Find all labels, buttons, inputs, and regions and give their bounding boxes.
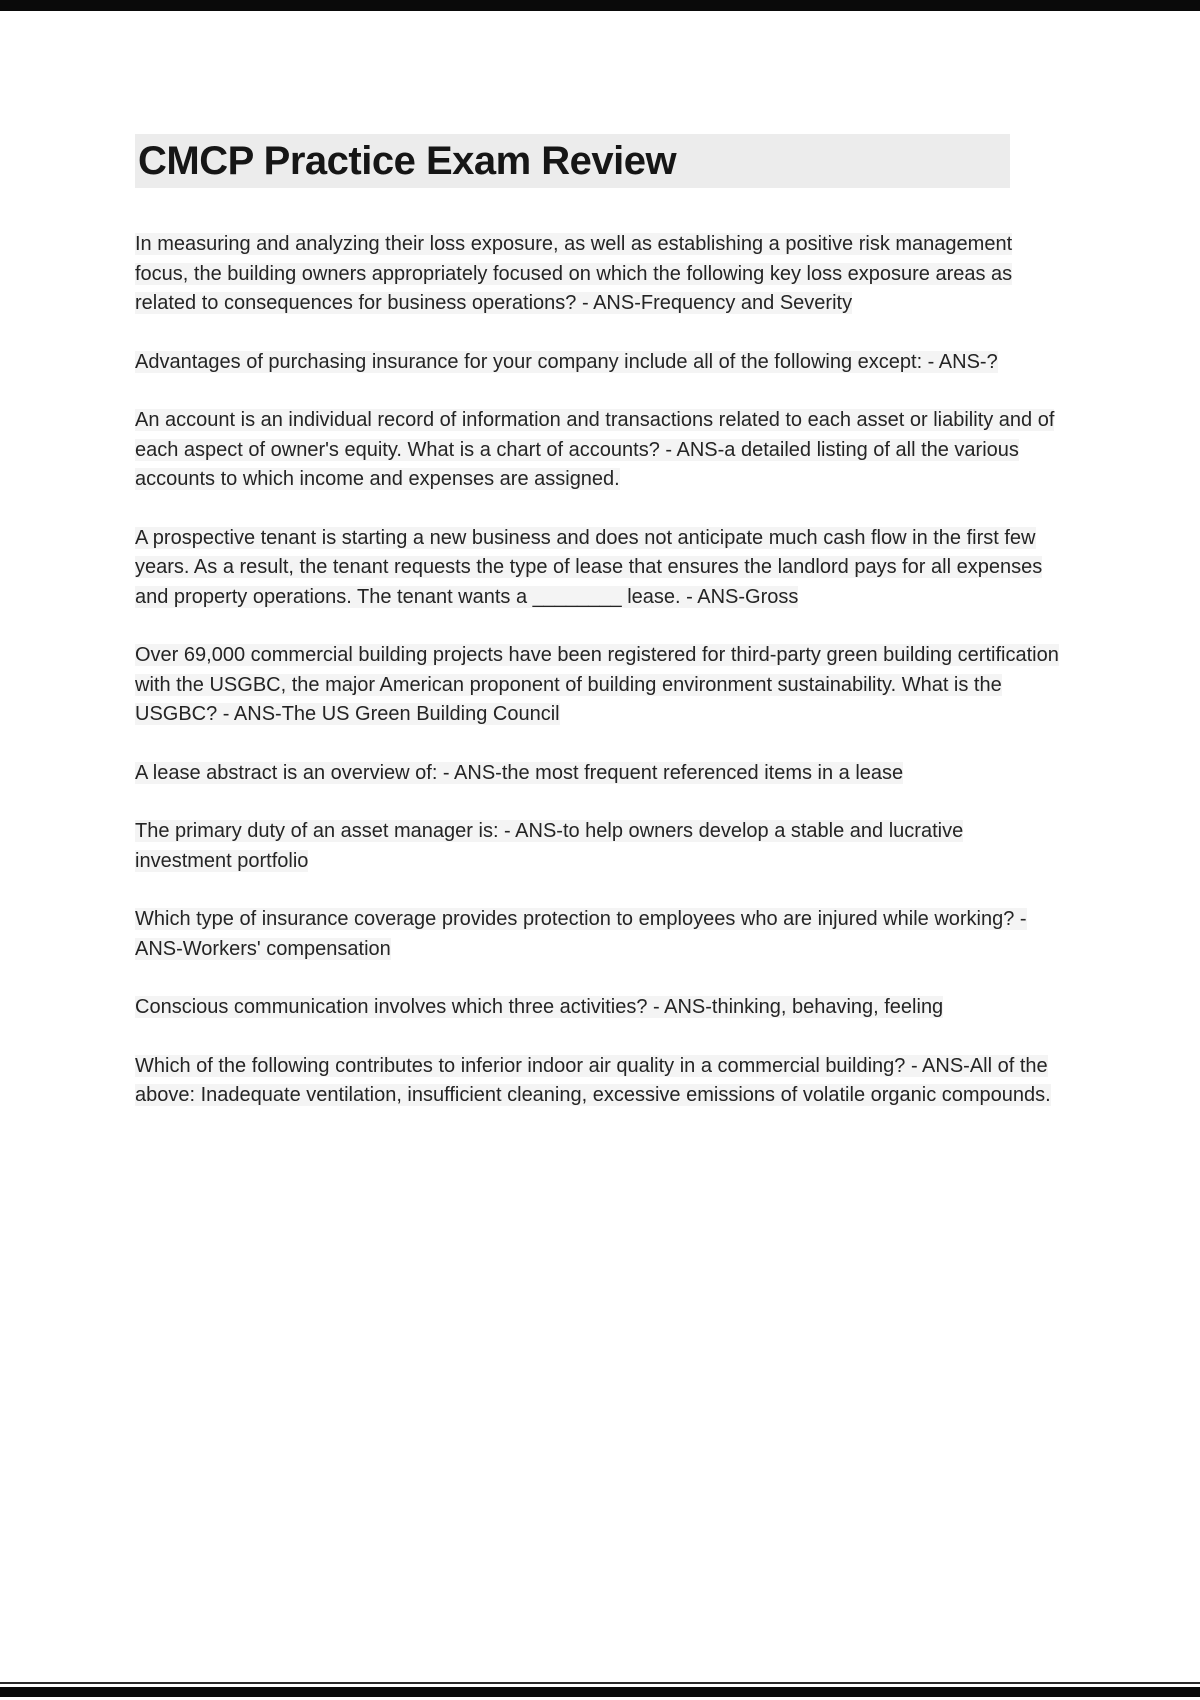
- qa-paragraph: [135, 1052, 1065, 1111]
- qa-paragraph-text: An account is an individual record of information and transactions related to each asset or liability and of each aspect of owner's equity. What is a chart of accounts? - ANS-a detailed listing of all the various accounts to which income and expenses are assigned.: [135, 409, 1055, 490]
- qa-paragraph-text: Over 69,000 commercial building projects have been registered for third-party green building certification with the USGBC, the major American proponent of building environment sustainability. What is the USGBC? - ANS-The US Green Building Council: [135, 644, 1059, 725]
- qa-paragraph-text: A lease abstract is an overview of: - ANS-the most frequent referenced items in a lease: [135, 761, 904, 784]
- top-black-bar: [0, 0, 1200, 11]
- qa-paragraph-text: Conscious communication involves which three activities? - ANS-thinking, behaving, feeling: [135, 996, 944, 1018]
- qa-paragraph: [135, 406, 1065, 495]
- qa-paragraph: [135, 759, 1065, 789]
- qa-paragraph-text: Which of the following contributes to inferior indoor air quality in a commercial building? - ANS-All of the above: Inadequate ventilation, insufficient cleaning, excessive emissions of volatile organic compounds.: [135, 1054, 1051, 1106]
- qa-paragraph: [135, 905, 1065, 964]
- bottom-divider-line: [0, 1682, 1200, 1684]
- qa-paragraph: [135, 641, 1065, 730]
- qa-paragraph: [135, 817, 1065, 876]
- qa-paragraph-text: In measuring and analyzing their loss exposure, as well as establishing a positive risk management focus, the building owners appropriately focused on which the following key loss exposure areas as related to consequences for business operations? - ANS-Frequency and Severity: [135, 233, 1013, 314]
- qa-paragraph-text: Which type of insurance coverage provides protection to employees who are injured while working? - ANS-Workers' compensation: [135, 908, 1027, 960]
- qa-paragraph-text: A prospective tenant is starting a new business and does not anticipate much cash flow in the first few years. As a result, the tenant requests the type of lease that ensures the landlord pays for all expenses and property operations. The tenant wants a ________ lease. - ANS-Gross: [135, 526, 1043, 608]
- document-page: [135, 134, 1065, 1140]
- page-title: CMCP Practice Exam Review: [135, 134, 1010, 188]
- qa-paragraph: [135, 524, 1065, 613]
- qa-paragraph: [135, 993, 1065, 1023]
- qa-paragraph: [135, 348, 1065, 378]
- qa-paragraph: [135, 230, 1065, 319]
- bottom-black-bar: [0, 1687, 1200, 1697]
- qa-paragraph-text: Advantages of purchasing insurance for your company include all of the following except: - ANS-?: [135, 350, 998, 373]
- qa-paragraph-text: The primary duty of an asset manager is: - ANS-to help owners develop a stable and lucrative investment portfolio: [135, 820, 964, 872]
